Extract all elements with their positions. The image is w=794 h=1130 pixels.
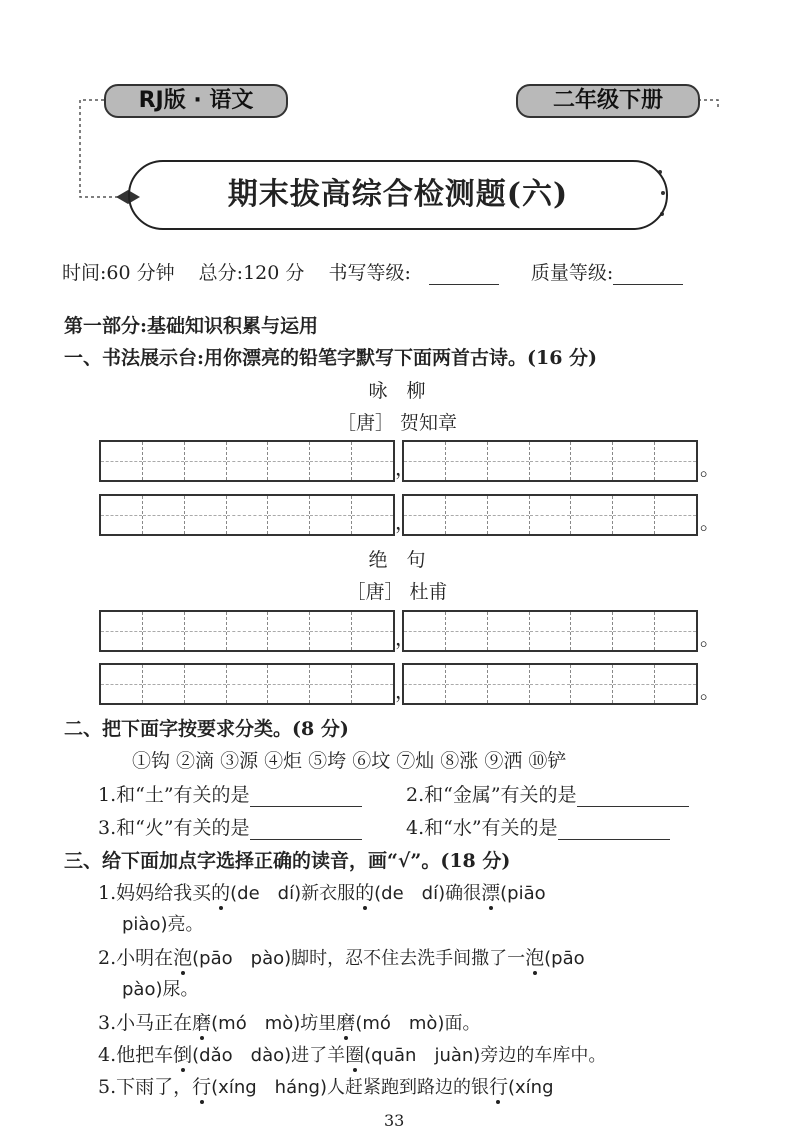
classify-label: 3.和“火”有关的是 [98,817,250,839]
question-two-heading: 二、把下面字按要求分类。(8 分) [64,718,349,740]
pinyin-options[interactable]: (dǎo dào)进了羊 [192,1045,346,1066]
dotted-char: 行 [192,1076,212,1098]
period-mark: 。 [700,679,720,703]
poem-one-title: 咏 柳 [368,380,426,402]
poem-two-author: ［唐］ 杜甫 [346,581,448,603]
dotted-char: 漂 [481,882,501,904]
pinyin-options[interactable]: (xíng háng)人赶紧跑到路边的银 [211,1077,489,1098]
dotted-char: 行 [488,1076,508,1098]
pronunciation-item [98,878,546,905]
page-title: 期末拔高综合检测题(六) [128,160,668,230]
item-text: 4.他把车 [98,1044,174,1066]
comma-mark: ， [395,679,415,703]
pinyin-options[interactable]: (pāo pào)脚时，忍不住去洗手间撒了一 [192,948,526,969]
dotted-char: 磨 [336,1012,356,1034]
period-mark: 。 [700,626,720,650]
answer-blank[interactable] [250,839,362,840]
item-text: 3.小马正在 [98,1012,193,1034]
classify-item [98,813,362,840]
quality-grade-label: 质量等级: [530,262,614,284]
classify-item [406,813,670,840]
writing-grid[interactable] [99,663,395,705]
poem-two-title: 绝 句 [368,549,426,571]
time-label: 时间:60 分钟 [62,262,175,284]
pinyin-options[interactable]: (mó mò)坊里 [211,1013,337,1034]
comma-mark: ， [395,456,415,480]
dotted-char: 泡 [173,947,193,969]
poem-one-author: ［唐］ 贺知章 [336,412,458,434]
dotted-char: 磨 [192,1012,212,1034]
question-three-heading: 三、给下面加点字选择正确的读音，画“√”。(18 分) [64,850,511,872]
edition-badge: RJ版 · 语文 [104,84,288,118]
page-number: 33 [384,1111,405,1130]
writing-grid[interactable] [99,440,395,482]
comma-mark: ， [395,626,415,650]
writing-grid[interactable] [402,440,698,482]
dotted-char: 的 [211,882,231,904]
pinyin-options[interactable]: (de dí)确很 [374,883,482,904]
pronunciation-item [98,1040,606,1067]
comma-mark: ， [395,510,415,534]
pinyin-options[interactable]: piào)亮。 [122,914,204,935]
writing-grid[interactable] [402,494,698,536]
item-text: 1.妈妈给我买 [98,882,212,904]
classify-item [98,780,362,807]
pinyin-options[interactable]: pào)尿。 [122,979,199,1000]
dotted-char: 圈 [345,1044,365,1066]
writing-grade-blank[interactable] [429,284,499,285]
grade-badge: 二年级下册 [516,84,700,118]
answer-blank[interactable] [558,839,670,840]
part-one-heading: 第一部分:基础知识积累与运用 [64,315,319,337]
item-text: 5.下雨了， [98,1076,193,1098]
pinyin-options[interactable]: (mó mò)面。 [355,1013,481,1034]
pinyin-options[interactable]: (piāo [500,883,546,904]
answer-blank[interactable] [250,806,362,807]
pronunciation-item [98,1008,480,1035]
writing-grid[interactable] [402,610,698,652]
answer-blank[interactable] [577,806,689,807]
quality-grade-blank[interactable] [613,284,683,285]
item-text: 2.小明在 [98,947,174,969]
writing-grade-label: 书写等级: [328,262,411,284]
pinyin-options[interactable]: (de dí)新衣服 [230,883,356,904]
pinyin-options[interactable]: (quān juàn)旁边的车库中。 [364,1045,607,1066]
period-mark: 。 [700,510,720,534]
writing-grid[interactable] [402,663,698,705]
classify-label: 2.和“金属”有关的是 [406,784,577,806]
writing-grid[interactable] [99,494,395,536]
character-list: ①钩 ②滴 ③源 ④炬 ⑤垮 ⑥坟 ⑦灿 ⑧涨 ⑨洒 ⑩铲 [132,750,567,772]
question-one-heading: 一、书法展示台:用你漂亮的铅笔字默写下面两首古诗。(16 分) [64,347,598,369]
dotted-char: 倒 [173,1044,193,1066]
exam-info [62,258,701,285]
pinyin-options[interactable]: (pāo [544,948,585,969]
classify-item [406,780,689,807]
pinyin-options[interactable]: (xíng [507,1077,554,1098]
dotted-char: 泡 [525,947,545,969]
score-label: 总分:120 分 [198,262,305,284]
dotted-char: 的 [355,882,375,904]
classify-label: 4.和“水”有关的是 [406,817,558,839]
pronunciation-item [98,943,585,970]
classify-label: 1.和“土”有关的是 [98,784,250,806]
period-mark: 。 [700,456,720,480]
writing-grid[interactable] [99,610,395,652]
pronunciation-item [98,1072,554,1099]
